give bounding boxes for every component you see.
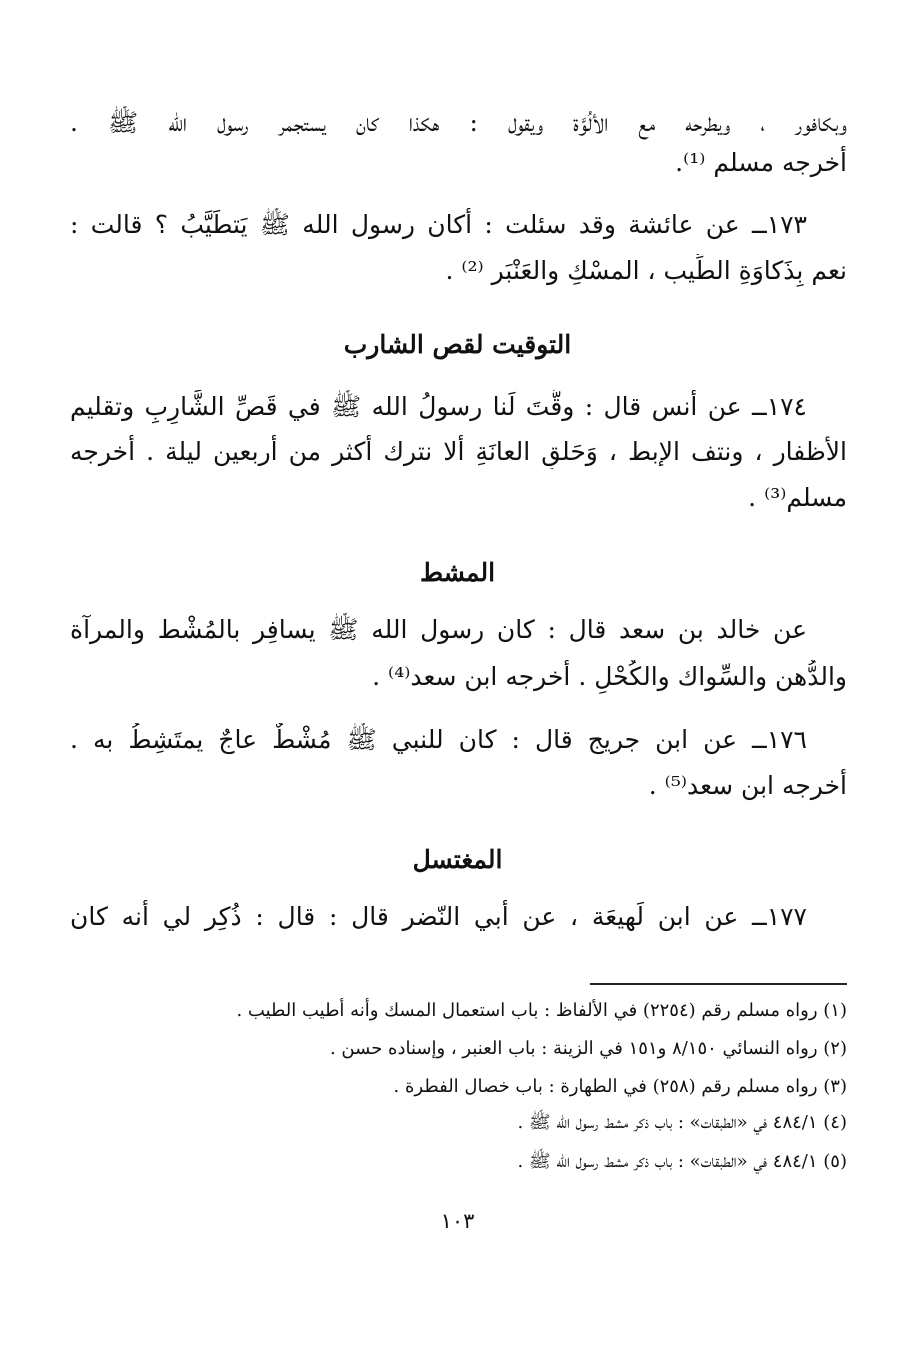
footnote-1: (١) رواه مسلم رقم (٢٢٥٤) في الألفاظ : باب استعمال المسك وأنه أطيب الطيب . [236,1000,847,1021]
hadith-173-line-2: نعم بِذَكاوَةِ الطِّيب ، المسْكِ والعَنْبَر ⁽²⁾ . [445,256,847,285]
footnote-3: (٣) رواه مسلم رقم (٢٥٨) في الطهارة : باب خصال الفطرة . [393,1076,847,1097]
hadith-175-line-1: عن خالد بن سعد قال : كان رسول الله ﷺ يسافِر بالمُشْط والمرآة [70,615,807,644]
hadith-174-line-2: الأظفار ، ونتف الإبط ، وَحَلقِ العانَةِ ألا نترك أكثر من أربعين ليلة . أخرجه [70,437,847,466]
section-heading-moustache: التوقيت لقص الشارب [343,330,572,359]
hadith-175-line-2: والدُّهن والسِّواك والكُحْلِ . أخرجه ابن سعد⁽⁴⁾ . [372,662,847,691]
footnote-5: (٥) ٤٨٤/١ في «الطبقات» : باب ذكر مشط رسول الله ﷺ . [517,1151,847,1172]
section-heading-washroom: المغتسل [412,845,503,874]
hadith-174-line-3: مسلم⁽³⁾ . [748,483,847,512]
body-line-2: أخرجه مسلم ⁽¹⁾. [675,148,847,177]
hadith-177-line-1: ١٧٧ــ عن ابن لَهيعَة ، عن أبي النّضر قال : قال : ذُكِر لي أنه كان [70,902,807,931]
hadith-173-line-1: ١٧٣ــ عن عائشة وقد سئلت : أكان رسول الله ﷺ يَتطَيَّبُ ؟ قالت : [70,210,807,239]
hadith-176-line-2: أخرجه ابن سعد⁽⁵⁾ . [648,771,847,800]
section-heading-comb: المشط [419,558,496,587]
footnote-2: (٢) رواه النسائي ٨/١٥٠ و١٥١ في الزينة : باب العنبر ، وإسناده حسن . [329,1038,847,1059]
footnote-separator [590,983,847,985]
hadith-174-line-1: ١٧٤ــ عن أنس قال : وقَّتَ لَنا رسولُ الله ﷺ في قَصِّ الشَّارِبِ وتقليم [70,392,807,421]
footnote-4: (٤) ٤٨٤/١ في «الطبقات» : باب ذكر مشط رسول الله ﷺ . [517,1112,847,1133]
hadith-176-line-1: ١٧٦ــ عن ابن جريج قال : كان للنبي ﷺ مُشْطٌ عاجٌ يمتَشِطُ به . [70,725,807,754]
page-number: ١٠٣ [440,1209,475,1233]
body-line-1: وبكافور ، ويطرحه مع الألُوَّة ويقول : هكذا كان يستجمر رسول الله ﷺ . [70,108,847,137]
